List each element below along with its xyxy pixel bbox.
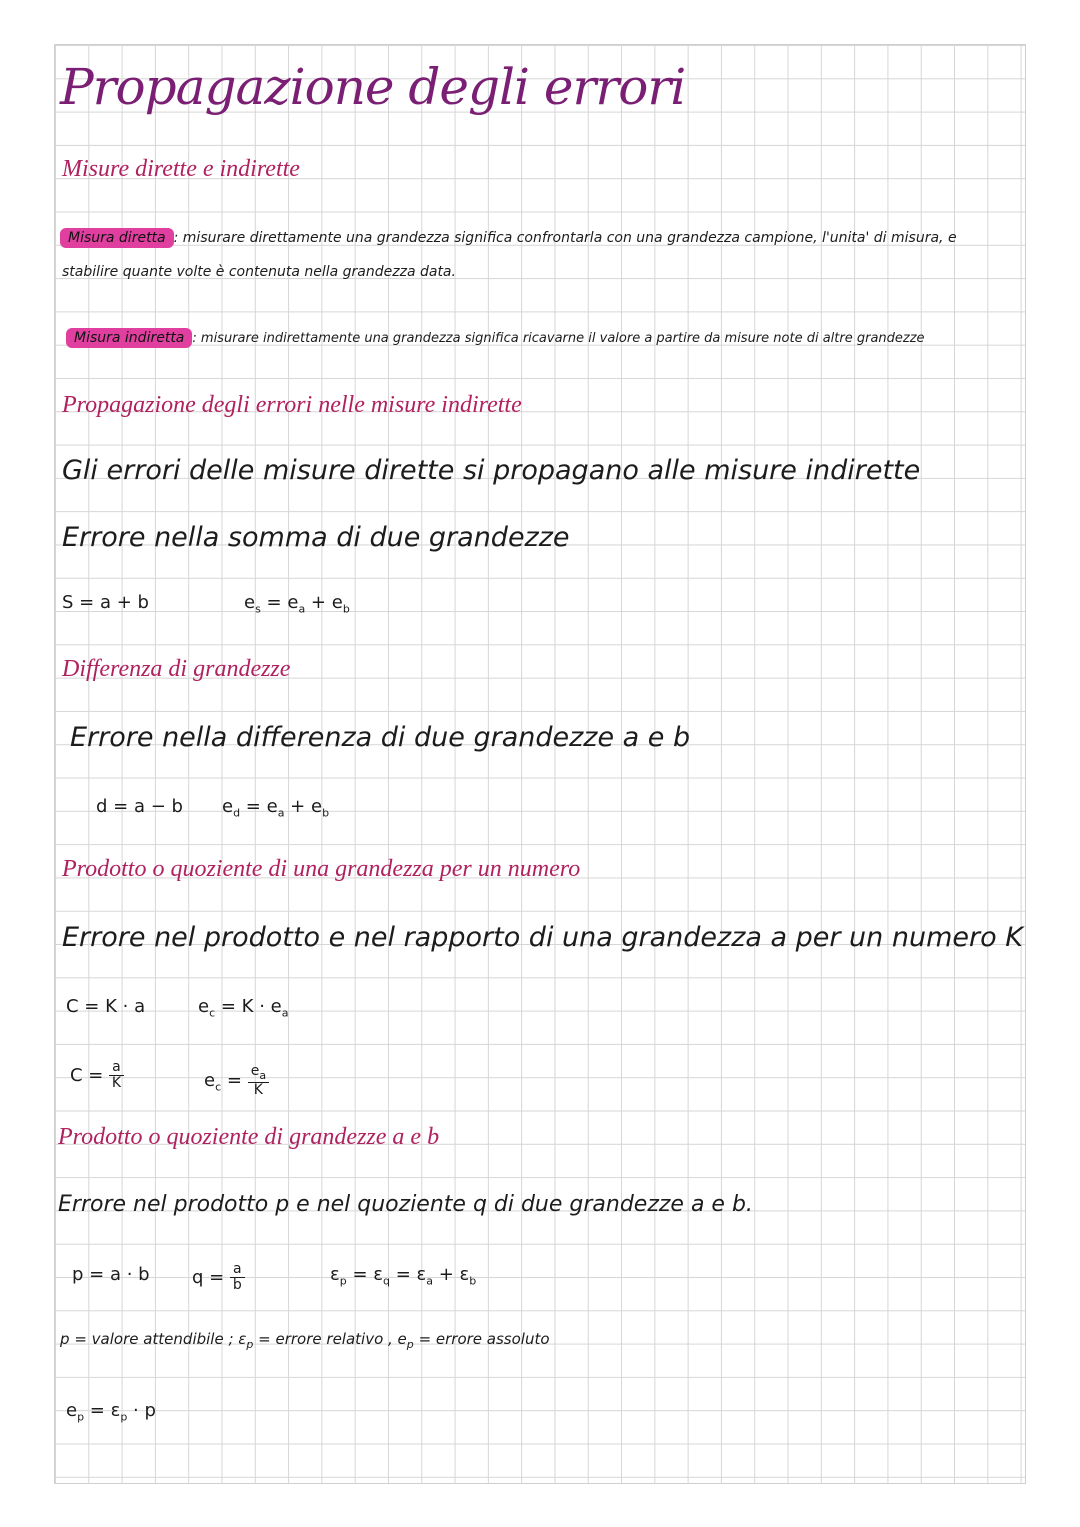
formula-quoziente-numero: C = $\frac{a}{K}$: [70, 1060, 124, 1092]
heading-misure-dirette: Misure dirette e indirette: [62, 156, 300, 182]
formula-prodotto: p = a · b: [72, 1264, 150, 1285]
misura-diretta-line1: [60, 230, 957, 246]
heading-propagazione: Propagazione degli errori nelle misure indirette: [62, 392, 522, 418]
formula-prodotto-numero: C = K · a: [66, 996, 146, 1017]
heading-prodotto-numero: Prodotto o quoziente di una grandezza per un numero: [62, 856, 581, 882]
misura-indiretta-line: [66, 330, 925, 346]
misura-diretta-line2: stabilire quante volte è contenuta nella grandezza data.: [62, 264, 456, 280]
differenza-line: Errore nella differenza di due grandezze a e b: [70, 722, 691, 753]
formula-errore-relativo: $\varepsilon_p = \varepsilon_q = \varepsilon_a + \varepsilon_b$: [330, 1264, 477, 1288]
formula-errore-assoluto: $e_p = \varepsilon_p \cdot p$: [66, 1400, 156, 1424]
somma-line: Errore nella somma di due grandezze: [62, 522, 570, 553]
formula-errore-quoziente-numero: $e_c$ = $\frac{e_a}{K}$: [204, 1064, 269, 1098]
page-title: Propagazione degli errori: [60, 58, 686, 116]
highlight-misura-diretta: Misura diretta: [60, 228, 174, 248]
legenda: p = valore attendibile ; $\varepsilon_p$ = errore relativo , $e_p$ = errore assoluto: [60, 1330, 550, 1351]
diretta-text1: : misurare direttamente una grandezza significa confrontarla con una grandezza campione, l'unita' di misura, e: [173, 230, 957, 246]
formula-differenza: d = a − b: [96, 796, 183, 817]
formula-errore-somma: $e_s = e_a + e_b$: [244, 592, 350, 616]
propagazione-line1: Gli errori delle misure dirette si propagano alle misure indirette: [62, 455, 921, 486]
formula-errore-prodotto-numero: $e_c = K \cdot e_a$: [198, 996, 289, 1020]
heading-differenza: Differenza di grandezze: [62, 656, 291, 682]
prodotto-numero-line: Errore nel prodotto e nel rapporto di una grandezza a per un numero K: [62, 922, 1023, 953]
formula-somma: S = a + b: [62, 592, 149, 613]
heading-prodotto-grandezze: Prodotto o quoziente di grandezze a e b: [58, 1124, 440, 1150]
formula-quoziente: q = $\frac{a}{b}$: [192, 1262, 245, 1294]
prodotto-grandezze-line: Errore nel prodotto p e nel quoziente q di due grandezze a e b.: [58, 1192, 753, 1217]
indiretta-text: : misurare indirettamente una grandezza significa ricavarne il valore a partire da misure note di altre grandezze: [192, 331, 925, 346]
formula-errore-differenza: $e_d = e_a + e_b$: [222, 796, 330, 820]
highlight-misura-indiretta: Misura indiretta: [66, 328, 192, 348]
